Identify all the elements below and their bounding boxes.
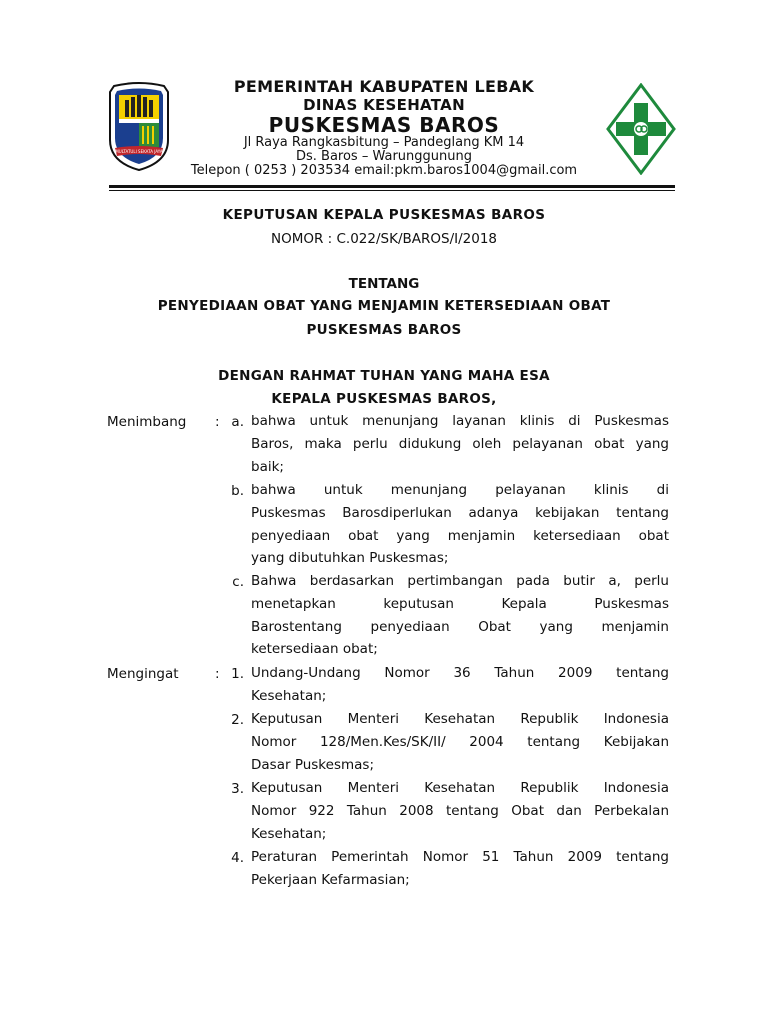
menimbang-colon: : xyxy=(215,414,220,430)
text-line: Undang-Undang Nomor 36 Tahun 2009 tentang xyxy=(251,665,669,681)
text-line: Kesehatan; xyxy=(251,825,327,842)
letterhead-rule-thin xyxy=(109,190,675,191)
svg-text:MULTATULI SEKATA JAYA: MULTATULI SEKATA JAYA xyxy=(115,149,163,154)
mengingat-label: Mengingat xyxy=(107,666,179,682)
text-line: bahwa untuk menunjang pelayanan klinis di xyxy=(251,482,669,498)
mengingat-colon: : xyxy=(215,666,220,682)
mengingat-item-4-mark: 4. xyxy=(231,850,244,866)
text-line: Peraturan Pemerintah Nomor 51 Tahun 2009 tentang xyxy=(251,849,669,865)
text-line: Bahwa berdasarkan pertimbangan pada butir a, perlu xyxy=(251,573,669,589)
menimbang-item-a xyxy=(251,410,669,478)
text-line: Pekerjaan Kefarmasian; xyxy=(251,871,410,888)
text-line: Baros, maka perlu didukung oleh pelayanan obat yang xyxy=(251,435,669,452)
text-line: Keputusan Menteri Kesehatan Republik Indonesia xyxy=(251,780,669,796)
mengingat-item-4 xyxy=(251,846,669,892)
menimbang-item-b xyxy=(251,479,669,570)
text-line: Nomor 922 Tahun 2008 tentang Obat dan Perbekalan xyxy=(251,802,669,819)
text-line: penyediaan obat yang menjamin ketersediaan obat xyxy=(251,527,669,544)
text-line: Dasar Puskesmas; xyxy=(251,756,374,773)
letterhead-rule-thick xyxy=(109,185,675,188)
text-line: bahwa untuk menunjang layanan klinis di Puskesmas xyxy=(251,413,669,429)
text-line: Kesehatan; xyxy=(251,687,327,704)
address-village: Ds. Baros – Warunggunung xyxy=(295,149,472,164)
decree-number: NOMOR : C.022/SK/BAROS/I/2018 xyxy=(270,231,498,247)
decree-title: KEPUTUSAN KEPALA PUSKESMAS BAROS xyxy=(222,207,546,223)
text-line: ketersediaan obat; xyxy=(251,641,378,658)
government-name: PEMERINTAH KABUPATEN LEBAK xyxy=(233,77,535,96)
menimbang-item-c xyxy=(251,570,669,661)
text-line: Puskesmas Barosdiperlukan adanya kebijakan tentang xyxy=(251,504,669,521)
decree-subject-line1: PENYEDIAAN OBAT YANG MENJAMIN KETERSEDIAAN OBAT xyxy=(157,298,611,314)
mengingat-item-1-mark: 1. xyxy=(231,666,244,682)
institution-name: PUSKESMAS BAROS xyxy=(268,113,500,137)
decree-subject-line2: PUSKESMAS BAROS xyxy=(306,322,462,338)
decree-about: TENTANG xyxy=(348,276,420,292)
text-line: Nomor 128/Men.Kes/SK/II/ 2004 tentang Kebijakan xyxy=(251,733,669,750)
mengingat-item-2 xyxy=(251,708,669,776)
menimbang-item-b-mark: b. xyxy=(231,483,244,499)
mengingat-item-1 xyxy=(251,662,669,708)
address-street: Jl Raya Rangkasbitung – Pandeglang KM 14 xyxy=(243,135,525,150)
text-line: yang dibutuhkan Puskesmas; xyxy=(251,550,449,567)
text-line: menetapkan keputusan Kepala Puskesmas xyxy=(251,595,669,612)
text-line: Keputusan Menteri Kesehatan Republik Indonesia xyxy=(251,711,669,727)
menimbang-item-a-mark: a. xyxy=(231,414,244,430)
head-line: KEPALA PUSKESMAS BAROS, xyxy=(271,391,497,407)
mengingat-item-2-mark: 2. xyxy=(231,712,244,728)
text-line: baik; xyxy=(251,458,284,475)
address-contact: Telepon ( 0253 ) 203534 email:pkm.baros1004@gmail.com xyxy=(190,163,578,178)
mengingat-item-3-mark: 3. xyxy=(231,781,244,797)
mengingat-item-3 xyxy=(251,777,669,845)
text-line: Barostentang penyediaan Obat yang menjamin xyxy=(251,618,669,635)
department-name: DINAS KESEHATAN xyxy=(303,96,465,114)
blessing-line: DENGAN RAHMAT TUHAN YANG MAHA ESA xyxy=(218,368,550,384)
menimbang-item-c-mark: c. xyxy=(232,574,244,590)
menimbang-label: Menimbang xyxy=(107,414,187,430)
